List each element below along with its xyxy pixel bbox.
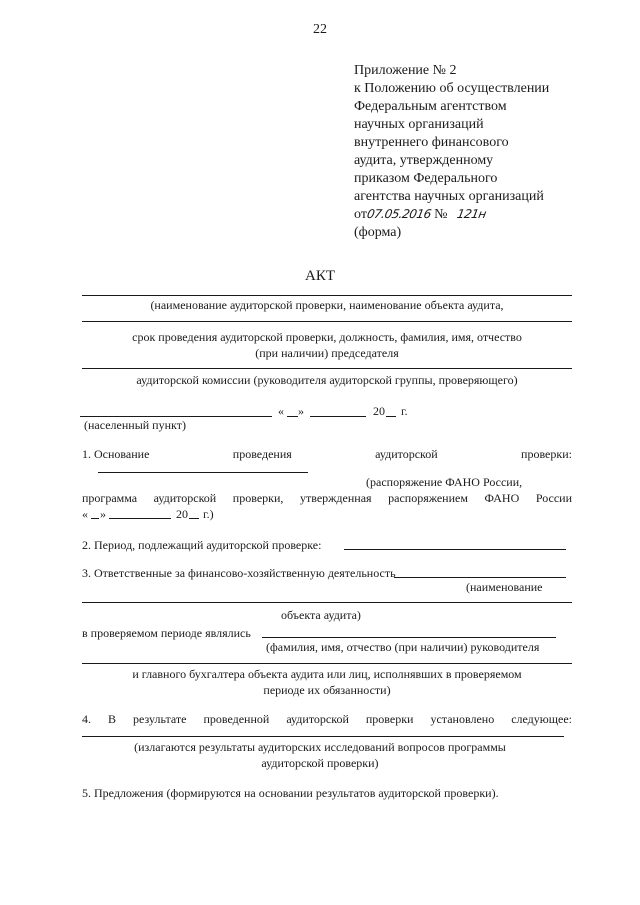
- field-line: [82, 368, 572, 369]
- results-line: [82, 736, 564, 737]
- appendix-line: Приложение № 2: [354, 63, 457, 78]
- program-date-open: «: [82, 507, 88, 521]
- date-close-quote: »: [298, 404, 304, 418]
- month-line: [310, 416, 366, 417]
- section4-word: установлено: [430, 712, 495, 726]
- number-prefix: №: [434, 207, 448, 222]
- from-prefix: от: [354, 207, 367, 222]
- appendix-line: научных организаций: [354, 117, 484, 132]
- section1-heading: [82, 447, 572, 462]
- basis-line: [98, 472, 308, 473]
- program-month-line: [109, 518, 171, 519]
- persons-line: [262, 637, 556, 638]
- section2-text: 2. Период, подлежащий аудиторской проверке:: [82, 538, 322, 552]
- program-year-line: [189, 518, 199, 519]
- caption-results-1: (излагаются результаты аудиторских исследований вопросов программы: [134, 740, 506, 754]
- section5-text: 5. Предложения (формируются на основании результатов аудиторской проверки).: [82, 786, 499, 800]
- section1-word: проведения: [232, 447, 292, 461]
- period-line: [344, 549, 566, 550]
- day-line: [287, 416, 298, 417]
- section3-text: 3. Ответственные за финансово-хозяйственную деятельность: [82, 566, 396, 580]
- field-line: [82, 321, 572, 322]
- appendix-line: агентства научных организаций: [354, 189, 544, 204]
- appendix-order-line: [354, 206, 486, 223]
- settlement-line: [80, 416, 272, 417]
- year-prefix: 20: [373, 404, 385, 418]
- section1-word: аудиторской: [375, 447, 438, 461]
- caption-period-duties: периоде их обязанности): [263, 683, 391, 697]
- year-line: [386, 416, 396, 417]
- program-day-line: [91, 518, 99, 519]
- during-period-text: в проверяемом периоде являлись: [82, 626, 251, 640]
- section4-word: проверки: [365, 712, 414, 726]
- section1-word: проверки:: [521, 447, 572, 461]
- order-note: (распоряжение ФАНО России,: [366, 475, 523, 489]
- caption-object-name: (наименование: [466, 580, 543, 594]
- caption-object: объекта аудита): [281, 608, 361, 622]
- section4-word: результате: [133, 712, 187, 726]
- program-year: 20: [176, 507, 188, 521]
- caption-settlement: (населенный пункт): [84, 418, 186, 432]
- appendix-line: приказом Федерального: [354, 171, 498, 186]
- appendix-line: к Положению об осуществлении: [354, 81, 550, 96]
- caption-accountant: и главного бухгалтера объекта аудита или лиц, исполнявших в проверяемом: [132, 667, 522, 681]
- section4-word: следующее:: [511, 712, 572, 726]
- field-line: [82, 663, 572, 664]
- act-title: АКТ: [305, 268, 335, 284]
- page-number: 22: [313, 22, 327, 37]
- section1-word: 1. Основание: [82, 447, 150, 461]
- caption-results-2: аудиторской проверки): [261, 756, 379, 770]
- date-open-quote: «: [278, 404, 284, 418]
- program-date-close: »: [100, 507, 106, 521]
- handwritten-number: 121н: [455, 207, 488, 221]
- appendix-line: внутреннего финансового: [354, 135, 509, 150]
- appendix-line: Федеральным агентством: [354, 99, 507, 114]
- responsible-line: [394, 577, 566, 578]
- section4-heading: [82, 712, 572, 727]
- caption-audit-name: (наименование аудиторской проверки, наименование объекта аудита,: [150, 298, 504, 312]
- section4-word: В: [108, 712, 117, 726]
- section4-word: проведенной: [203, 712, 270, 726]
- program-line: [82, 491, 572, 506]
- caption-fio: (фамилия, имя, отчество (при наличии) руководителя: [266, 640, 540, 654]
- form-note: (форма): [354, 225, 402, 240]
- section4-word: аудиторской: [286, 712, 349, 726]
- section4-word: 4.: [82, 712, 91, 726]
- appendix-line: аудита, утвержденному: [354, 153, 494, 168]
- field-line: [82, 602, 572, 603]
- program-year-suffix: г.): [203, 507, 214, 521]
- caption-commission: аудиторской комиссии (руководителя аудиторской группы, проверяющего): [136, 373, 518, 387]
- program-text: программа аудиторской проверки, утвержденная распоряжением ФАНО России: [82, 491, 572, 505]
- caption-term-2: (при наличии) председателя: [255, 346, 399, 360]
- year-suffix: г.: [401, 404, 408, 418]
- caption-term-1: срок проведения аудиторской проверки, должность, фамилия, имя, отчество: [132, 330, 522, 344]
- field-line: [82, 295, 572, 296]
- handwritten-date: 07.05.2016: [365, 207, 432, 221]
